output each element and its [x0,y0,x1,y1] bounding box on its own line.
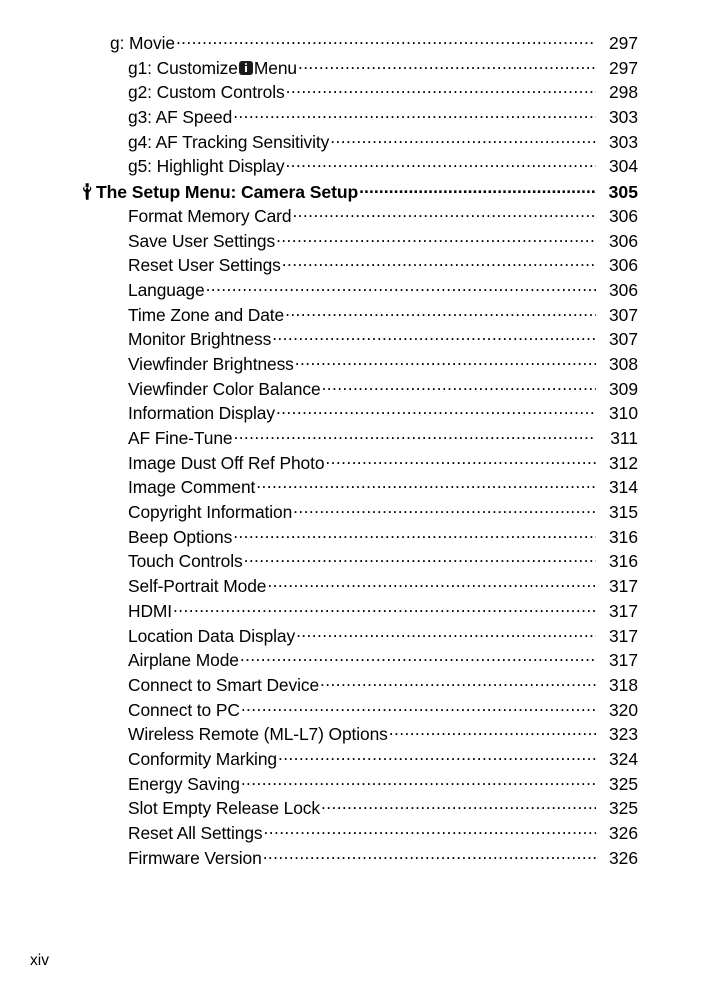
dot-leader [298,58,596,74]
dot-leader [330,132,596,148]
toc-entry[interactable] [0,823,709,848]
dot-leader [233,428,596,444]
toc-entry[interactable] [0,206,709,231]
toc-entry[interactable] [0,156,709,181]
toc-entry-label: Format Memory Card [128,205,292,226]
toc-entry[interactable] [0,601,709,626]
toc-entry-label: Connect to Smart Device [128,674,320,695]
toc-entry[interactable] [0,33,709,58]
toc-entry-page-number: 314 [608,477,638,498]
toc-entry-page-number: 298 [608,82,638,103]
toc-entry-page-number: 310 [608,403,638,424]
toc-entry[interactable] [0,477,709,502]
dot-leader [293,502,596,518]
page-folio: xiv [30,952,49,969]
dot-leader [263,848,596,864]
toc-entry-label: Airplane Mode [128,650,239,671]
toc-entry-page-number: 306 [608,230,638,251]
toc-entry[interactable] [0,82,709,107]
toc-entry-page-number: 323 [608,724,638,745]
toc-entry-page-number: 306 [608,279,638,300]
toc-entry[interactable] [0,724,709,749]
dot-leader [285,305,596,321]
dot-leader [295,354,596,370]
toc-entry[interactable] [0,181,709,206]
dot-leader [264,823,597,839]
toc-entry[interactable] [0,354,709,379]
toc-entry-page-number: 306 [608,205,638,226]
toc-entry[interactable] [0,403,709,428]
dot-leader [241,700,596,716]
toc-entry-label: Location Data Display [128,625,296,646]
toc-entry-label: Slot Empty Release Lock [128,798,320,819]
dot-leader [267,576,596,592]
dot-leader [240,650,596,666]
dot-leader [206,280,596,296]
toc-entry-label: Firmware Version [128,847,262,868]
toc-entry[interactable] [0,798,709,823]
toc-entry[interactable] [0,107,709,132]
toc-entry-label: Self-Portrait Mode [128,576,267,597]
toc-entry-label: Touch Controls [128,551,243,572]
toc-entry-page-number: 297 [608,57,638,78]
toc-entry-label: g4: AF Tracking Sensitivity [128,131,330,152]
toc-entry[interactable] [0,502,709,527]
toc-entry-page-number: 325 [608,773,638,794]
toc-entry-page-number: 317 [608,600,638,621]
dot-leader [276,403,596,419]
dot-leader [244,551,596,567]
toc-entry-label: g1: Customize [128,57,238,78]
toc-entry-label: g: Movie [110,33,175,53]
toc-entry-label: Energy Saving [128,773,240,794]
toc-entry[interactable] [0,848,709,873]
toc-entry-page-number: 307 [608,304,638,325]
toc-entry-page-number: 309 [608,378,638,399]
toc-entry-page-number: 320 [608,699,638,720]
toc-entry[interactable] [0,453,709,478]
toc-entry-label-cont: Menu [253,57,297,78]
toc-entry-page-number: 311 [610,428,638,448]
toc-entry-page-number: 315 [608,502,638,523]
toc-entry-label: Save User Settings [128,230,276,251]
dot-leader [325,453,596,469]
toc-entry-label: Information Display [128,403,275,424]
toc-entry[interactable] [0,774,709,799]
toc-entry[interactable] [0,305,709,330]
toc-entry[interactable] [0,675,709,700]
dot-leader [272,329,596,345]
toc-entry-label: Viewfinder Brightness [128,353,294,374]
dot-leader [296,626,596,642]
toc-entry-label: Time Zone and Date [128,304,285,325]
toc-entry-label: The Setup Menu: Camera Setup [96,182,359,203]
toc-entry-page-number: 305 [608,182,638,203]
toc-entry-page-number: 317 [608,576,638,597]
dot-leader [241,774,596,790]
toc-entry-label: Reset User Settings [128,255,281,276]
toc-entry-page-number: 316 [608,526,638,547]
toc-entry-page-number: 303 [608,131,638,152]
toc-entry-label: Wireless Remote (ML-L7) Options [128,724,388,745]
toc-entry-page-number: 317 [608,650,638,671]
toc-entry-page-number: 306 [608,255,638,276]
toc-entry[interactable] [0,231,709,256]
toc-entry-label: Conformity Marking [128,748,277,769]
dot-leader [233,107,596,123]
dot-leader [276,231,596,247]
toc-entry[interactable] [0,132,709,157]
toc-entry-label: Monitor Brightness [128,329,272,350]
toc-entry-label: HDMI [128,600,173,621]
dot-leader [256,477,596,493]
toc-entry[interactable] [0,255,709,280]
toc-entry-label: Viewfinder Color Balance [128,378,321,399]
toc-entry[interactable] [0,428,709,453]
dot-leader [321,798,596,814]
toc-entry-page-number: 318 [608,674,638,695]
toc-entry-page-number: 304 [608,156,638,177]
toc-entry-page-number: 316 [608,551,638,572]
toc-entry-page-number: 303 [608,107,638,128]
dot-leader [282,255,596,271]
toc-entry-label: g3: AF Speed [128,107,233,128]
toc-entry[interactable] [0,329,709,354]
toc-entry-page-number: 307 [608,329,638,350]
table-of-contents [0,33,709,872]
toc-entry-page-number: 317 [608,625,638,646]
toc-entry-label: Beep Options [128,526,233,547]
toc-entry[interactable] [0,626,709,651]
dot-leader [322,379,596,395]
dot-leader [278,749,596,765]
toc-entry-label: Connect to PC [128,699,240,720]
toc-entry-page-number: 312 [608,452,638,473]
toc-entry[interactable] [0,58,709,83]
toc-entry-page-number: 326 [608,847,638,868]
toc-entry[interactable] [0,650,709,675]
i-button-icon [239,61,253,75]
toc-entry-page-number: 324 [608,748,638,769]
dot-leader [320,675,596,691]
toc-entry-label: Copyright Information [128,502,293,523]
toc-entry-page-number: 308 [608,353,638,374]
dot-leader [173,601,596,617]
toc-entry-label: Image Comment [128,477,256,498]
toc-entry[interactable] [0,700,709,725]
toc-entry[interactable] [0,749,709,774]
toc-entry-page-number: 297 [608,33,638,53]
dot-leader [389,724,596,740]
toc-entry-label: AF Fine-Tune [128,428,233,448]
toc-entry-label: g5: Highlight Display [128,156,285,177]
dot-leader [359,182,596,198]
toc-entry-page-number: 326 [608,823,638,843]
toc-entry-page-number: 325 [608,798,638,819]
toc-entry[interactable] [0,551,709,576]
toc-entry[interactable] [0,280,709,305]
toc-entry[interactable] [0,576,709,601]
toc-entry-label: Image Dust Off Ref Photo [128,452,325,473]
dot-leader [285,156,596,172]
dot-leader [233,527,596,543]
toc-entry-label: Reset All Settings [128,823,263,843]
wrench-icon [80,181,95,203]
dot-leader [286,82,596,98]
dot-leader [176,33,596,49]
toc-entry-label: g2: Custom Controls [128,82,285,103]
toc-entry[interactable] [0,379,709,404]
dot-leader [292,206,596,222]
toc-entry[interactable] [0,527,709,552]
toc-entry-label: Language [128,279,205,300]
